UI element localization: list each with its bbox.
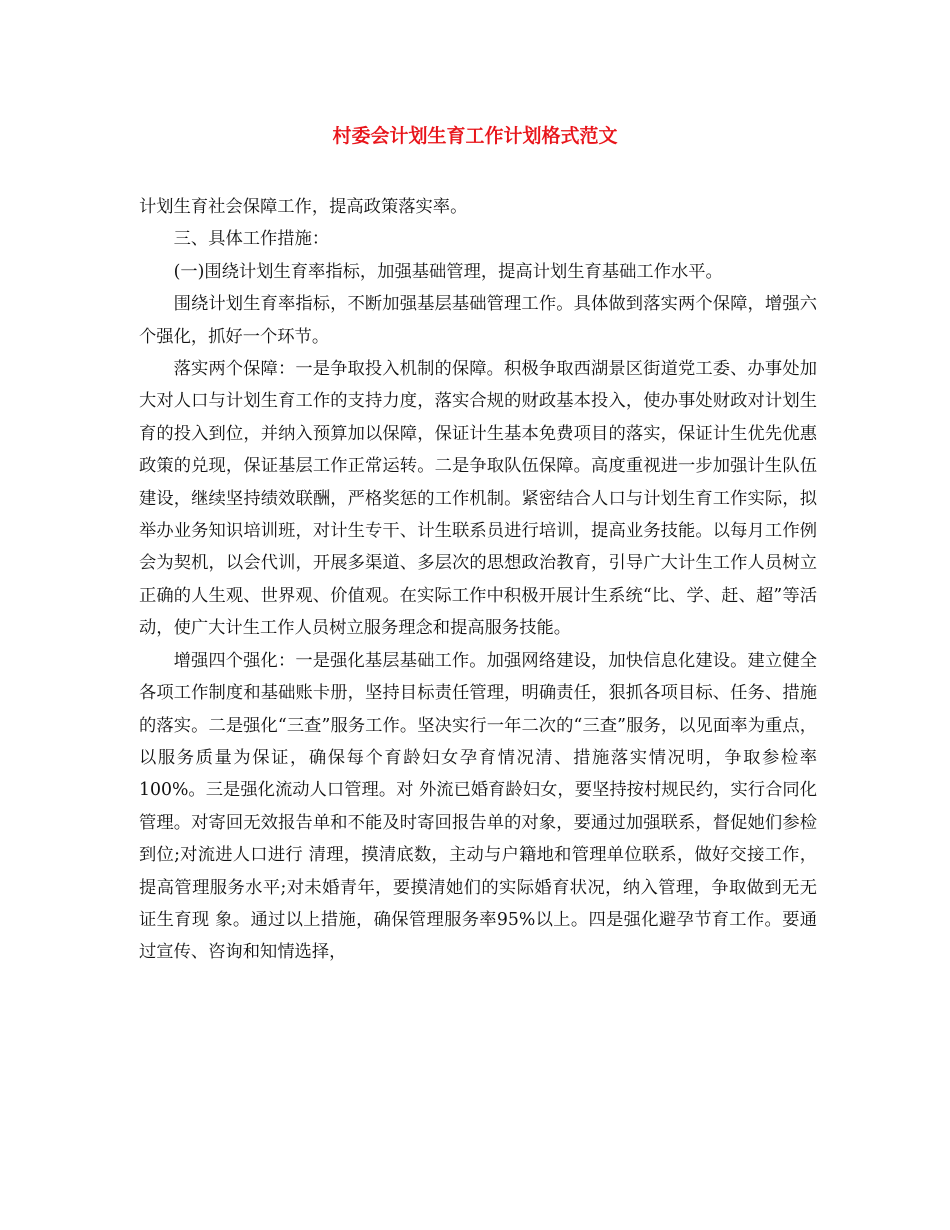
paragraph: 计划生育社会保障工作，提高政策落实率。 xyxy=(139,197,468,217)
paragraph: 落实两个保障：一是争取投入机制的保障。积极争取西湖景区街道党工委、办事处加大对人口与计划生育工作的支持力度，落实合规的财政基本投入，使办事处财政对计划生育的投入到位，并纳入预算加以保障，保证计生基本免费项目的落实，保证计生优先优惠政策的兑现，保证基层工作正常运转。二是争取队伍保障。高度重视进一步加强计生队伍建设，继续坚持绩效联酬，严格奖惩的工作机制。紧密结合人口与计划生育工作实际，拟举办业务知识培训班，对计生专干、计生联系员进行培训，提高业务技能。以每月工作例会为契机，以会代训，开展多渠道、多层次的思想政治教育，引导广大计生工作人员树立正确的人生观、世界观、价值观。在实际工作中积极开展计生系统“比、学、赶、超”等活动，使广大计生工作人员树立服务理念和提高服务技能。 xyxy=(139,359,817,639)
document-body xyxy=(139,191,817,969)
paragraph: 增强四个强化：一是强化基层基础工作。加强网络建设，加快信息化建设。建立健全各项工作制度和基础账卡册，坚持目标责任管理，明确责任，狠抓各项目标、任务、措施的落实。二是强化“三查”服务工作。坚决实行一年二次的“三查”服务，以见面率为重点，以服务质量为保证，确保每个育龄妇女孕育情况清、措施落实情况明，争取参检率100%。三是强化流动人口管理。对 外流已婚育龄妇女，要坚持按村规民约，实行合同化管理。对寄回无效报告单和不能及时寄回报告单的对象，要通过加强联系，督促她们参检到位;对流进人口进行 清理，摸清底数，主动与户籍地和管理单位联系，做好交接工作，提高管理服务水平;对未婚青年，要摸清她们的实际婚育状况，纳入管理，争取做到无无证生育现 象。通过以上措施，确保管理服务率95%以上。四是强化避孕节育工作。要通过宣传、咨询和知情选择， xyxy=(139,650,817,963)
paragraph: 三、具体工作措施： xyxy=(173,229,330,250)
document-title: 村委会计划生育工作计划格式范文 xyxy=(332,125,618,147)
paragraph: (一)围绕计划生育率指标，加强基础管理，提高计划生育基础工作水平。 xyxy=(173,261,723,282)
paragraph: 围绕计划生育率指标，不断加强基层基础管理工作。具体做到落实两个保障，增强六个强化，抓好一个环节。 xyxy=(139,294,817,347)
